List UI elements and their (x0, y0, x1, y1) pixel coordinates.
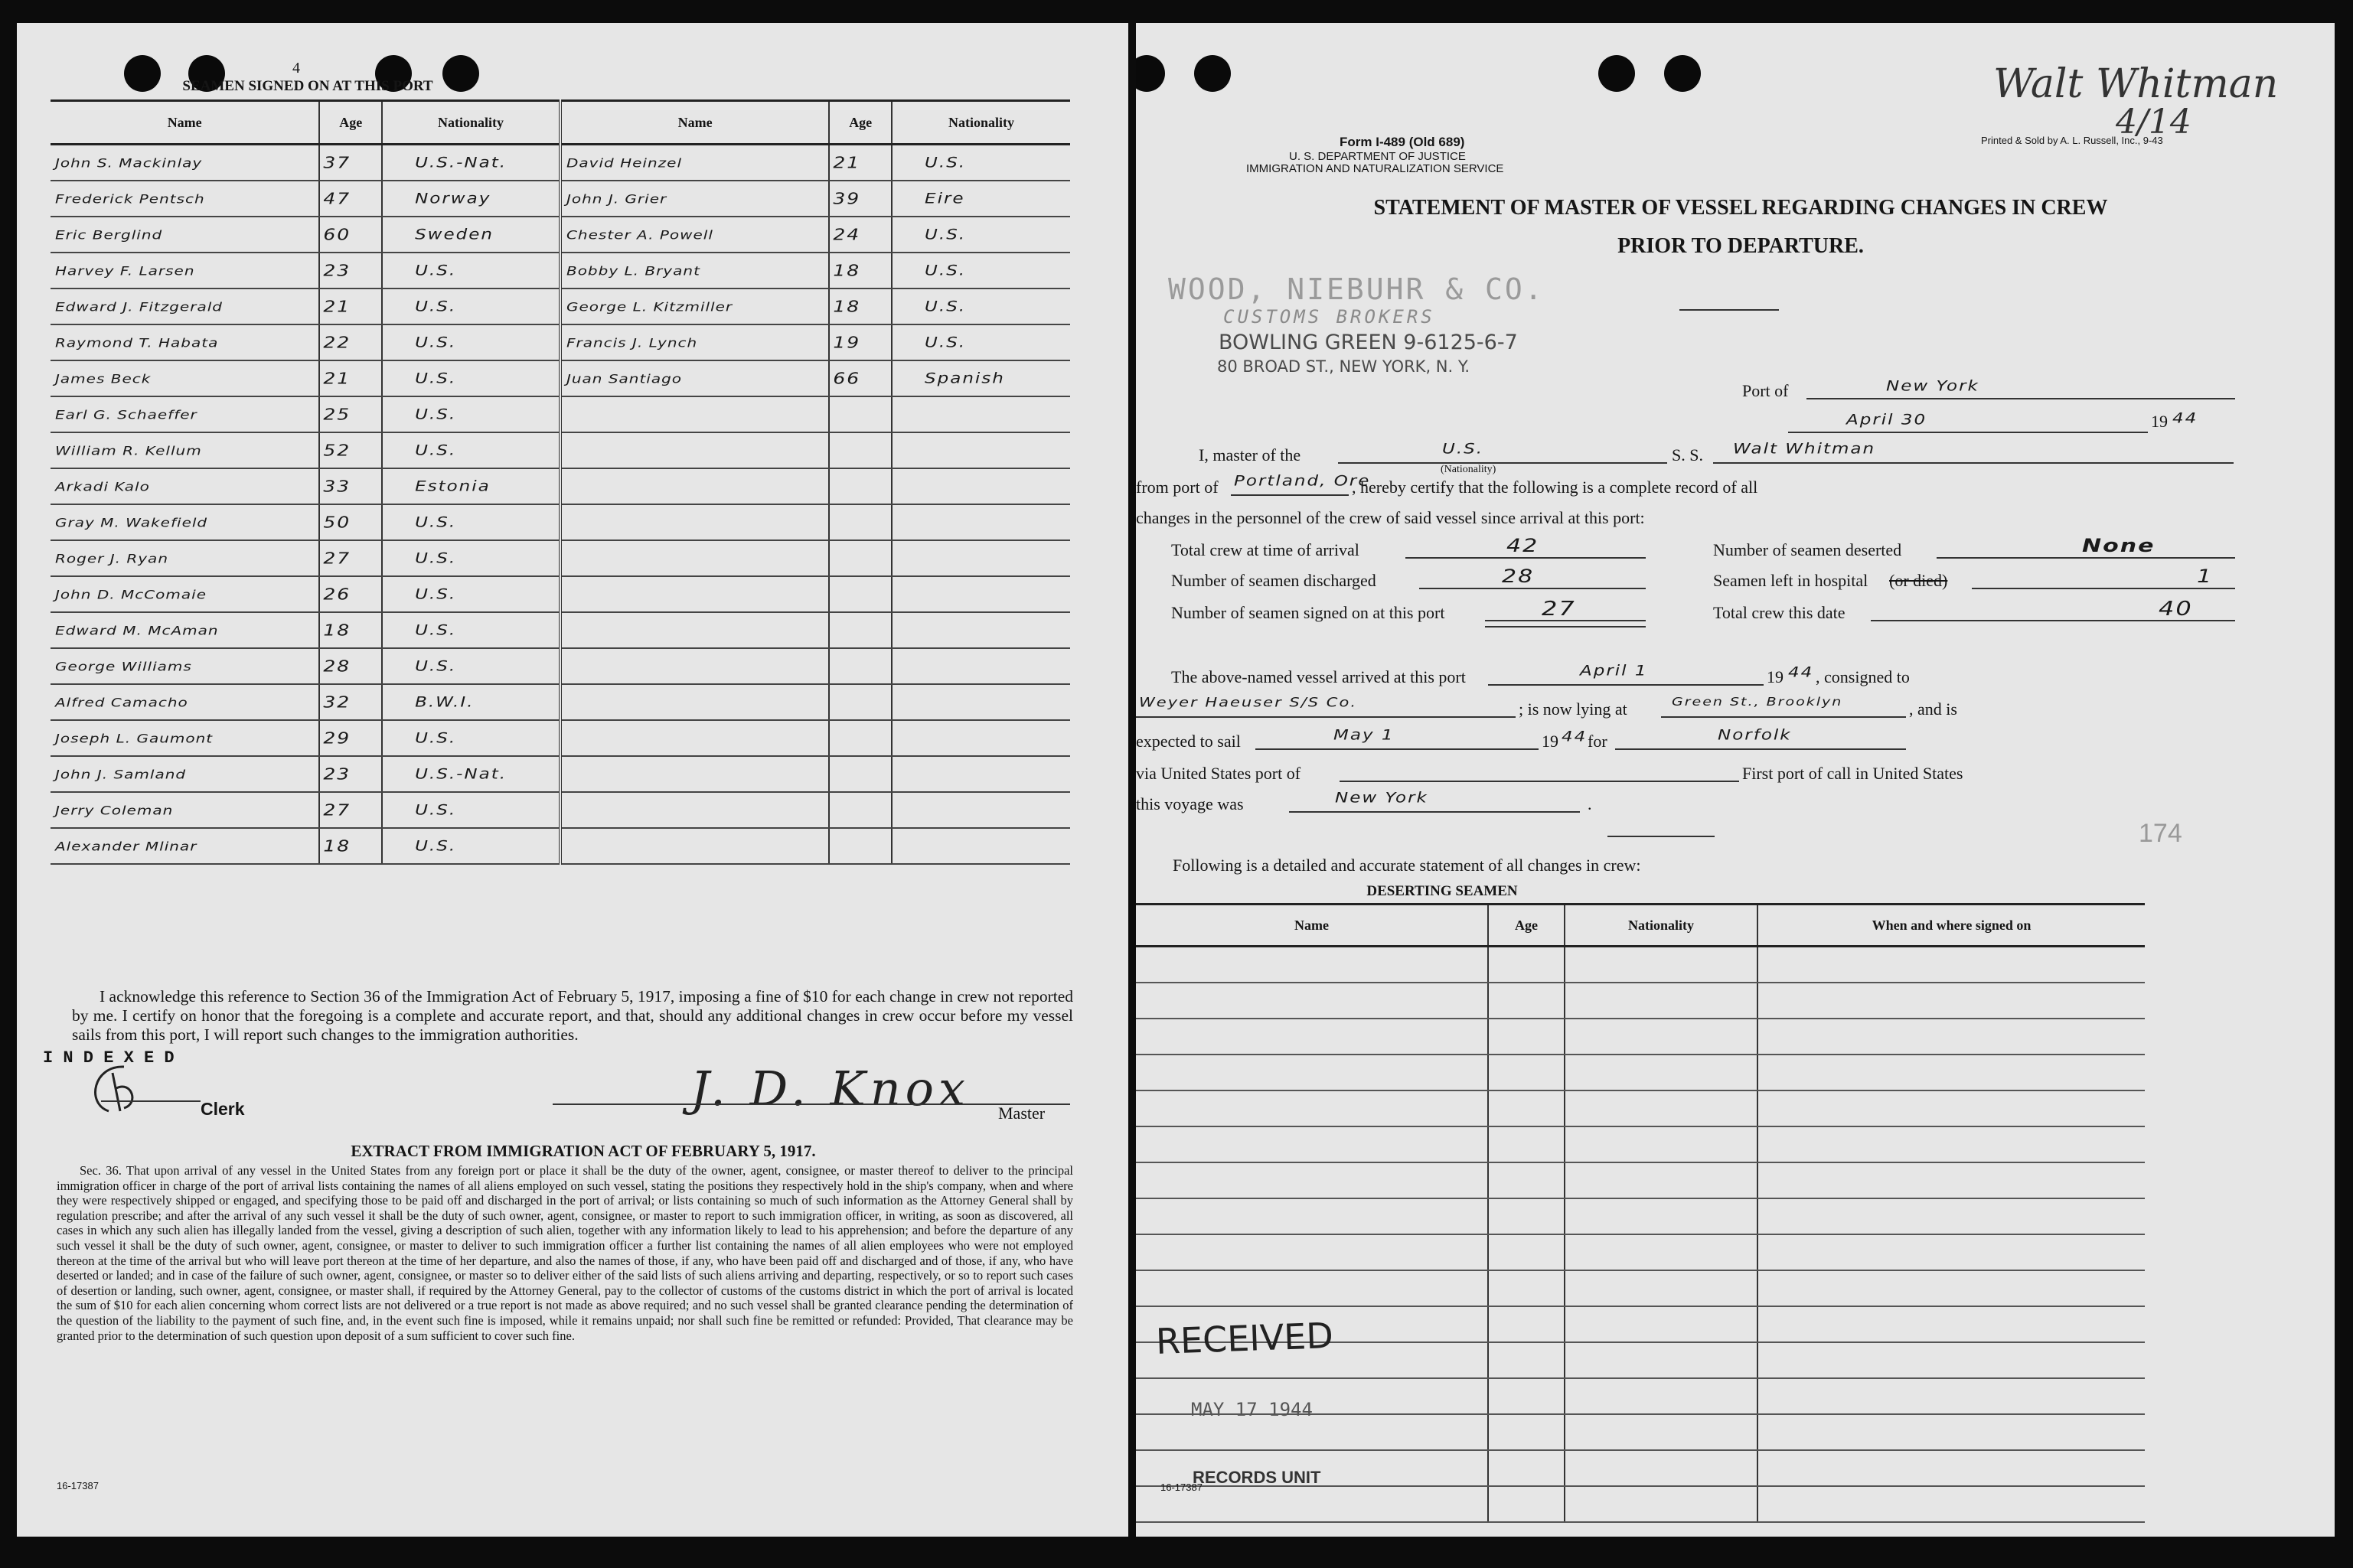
table-row (51, 181, 1070, 217)
dept-name: U. S. DEPARTMENT OF JUSTICE (1289, 150, 1466, 163)
seaman-name: Harvey F. Larsen (55, 262, 195, 279)
seaman-age: 23 (323, 261, 351, 280)
received-stamp: RECEIVED (1155, 1314, 1334, 1363)
table-row (1136, 1270, 2145, 1306)
seaman-name: Joseph L. Gaumont (55, 730, 214, 746)
seaman-name: George L. Kitzmiller (566, 298, 733, 315)
total-today-label: Total crew this date (1713, 603, 1846, 622)
seaman-age: 23 (323, 764, 351, 784)
total-crew-arrival-label: Total crew at time of arrival (1171, 540, 1359, 559)
initials-mark (78, 1058, 147, 1119)
changes-text: changes in the personnel of the crew of said vessel since arrival at this port: (1136, 508, 1645, 527)
seaman-age: 27 (323, 549, 351, 568)
printer-credit: Printed & Sold by A. L. Russell, Inc., 9-43 (1981, 135, 2163, 146)
destination-value: Norfolk (1718, 727, 1792, 744)
table-row (1136, 1198, 2145, 1234)
seaman-nationality: U.S. (415, 586, 457, 602)
seaman-name: John S. Mackinlay (55, 155, 203, 171)
seaman-nationality: Sweden (415, 227, 494, 243)
page-number: 4 (292, 60, 300, 77)
discharged-label: Number of seamen discharged (1171, 571, 1376, 590)
date-value: April 30 (1846, 412, 1927, 429)
table-row (51, 396, 1070, 432)
table-row (51, 360, 1070, 396)
seaman-age: 60 (323, 225, 351, 244)
seaman-nationality: Norway (415, 191, 491, 207)
table-row (51, 792, 1070, 828)
port-value: New York (1886, 378, 1979, 395)
hospital-label: Seamen left in hospital (1713, 571, 1868, 590)
hospital-value: 1 (2197, 566, 2214, 588)
seaman-name: John J. Grier (566, 191, 667, 207)
seaman-name: Gray M. Wakefield (55, 514, 208, 530)
seaman-nationality: U.S. (925, 155, 967, 171)
table-row (51, 828, 1070, 864)
seaman-age: 47 (323, 189, 351, 208)
seaman-name: George Williams (55, 658, 192, 674)
clerk-label: Clerk (201, 1099, 245, 1119)
seaman-name: David Heinzel (566, 155, 683, 171)
seaman-nationality: U.S. (415, 298, 457, 315)
table-row (51, 540, 1070, 576)
year-prefix: 19 (2151, 412, 2168, 431)
seaman-name: Juan Santiago (566, 370, 683, 386)
seaman-nationality: U.S. (415, 550, 457, 566)
port-label: Port of (1742, 381, 1789, 400)
signed-on-label: Number of seamen signed on at this port (1171, 603, 1445, 622)
extract-title: EXTRACT FROM IMMIGRATION ACT OF FEBRUARY 5, 1917. (351, 1142, 816, 1160)
indexed-stamp: I N D E X E D (43, 1048, 175, 1068)
seaman-nationality: Eire (925, 191, 965, 207)
table-row (1136, 983, 2145, 1019)
seaman-age: 29 (323, 729, 351, 748)
seaman-age: 52 (323, 441, 351, 460)
col-name: Name (51, 101, 319, 145)
signed-on-value: 27 (1542, 596, 1576, 621)
col-nationality: Nationality (892, 101, 1070, 145)
broker-name: WOOD, NIEBUHR & CO. (1168, 272, 1545, 306)
discharged-value: 28 (1502, 566, 1535, 588)
table-row (1136, 1019, 2145, 1055)
broker-address: 80 BROAD ST., NEW YORK, N. Y. (1217, 357, 1470, 376)
col-age: Age (1488, 905, 1565, 947)
table-row (51, 648, 1070, 684)
seamen-heading: SEAMEN SIGNED ON AT THIS PORT (182, 78, 433, 94)
seaman-name: William R. Kellum (55, 442, 202, 458)
col-name: Name (560, 101, 829, 145)
master-label: Master (998, 1103, 1046, 1123)
master-signature: J. D. Knox (690, 1061, 970, 1117)
table-row (1136, 1090, 2145, 1126)
seaman-age: 26 (323, 585, 351, 604)
seaman-age: 18 (323, 836, 351, 856)
seaman-age: 18 (833, 261, 861, 280)
broker-phone: BOWLING GREEN 9-6125-6-7 (1219, 331, 1518, 354)
arrived-year-value: 44 (1788, 664, 1814, 681)
table-row (51, 504, 1070, 540)
form-title-2: PRIOR TO DEPARTURE. (1617, 234, 1864, 258)
seaman-name: Chester A. Powell (566, 227, 713, 243)
deserting-table (1136, 903, 2145, 1523)
seaman-age: 27 (323, 800, 351, 820)
and-is-label: , and is (1909, 699, 1957, 719)
table-row (1136, 1055, 2145, 1090)
seaman-age: 21 (323, 369, 351, 388)
table-header-row (1136, 905, 2145, 947)
seaman-nationality: U.S. (415, 406, 457, 422)
seaman-age: 18 (833, 297, 861, 316)
table-row (51, 217, 1070, 253)
table-row (1136, 1486, 2145, 1522)
hospital-struck: (or died) (1889, 571, 1948, 590)
table-row (51, 145, 1070, 181)
seaman-age: 39 (833, 189, 861, 208)
handwritten-number: 4/14 (2116, 103, 2191, 142)
certify-text: , hereby certify that the following is a complete record of all (1352, 478, 1758, 497)
seaman-nationality: U.S. (415, 838, 457, 854)
consignee-value: Weyer Haeuser S/S Co. (1139, 695, 1357, 710)
first-port-label: First port of call in United States (1742, 764, 1963, 783)
seaman-nationality: U.S. (415, 622, 457, 638)
seaman-nationality: U.S. (925, 334, 967, 350)
punch-hole (1136, 55, 1165, 92)
seaman-name: Earl G. Schaeffer (55, 406, 197, 422)
seaman-age: 19 (833, 333, 861, 352)
table-row (1136, 947, 2145, 983)
seaman-nationality: Spanish (925, 370, 1005, 386)
deserting-heading: DESERTING SEAMEN (1366, 883, 1518, 899)
col-age: Age (829, 101, 892, 145)
seaman-nationality: U.S. (415, 802, 457, 818)
broker-type: CUSTOMS BROKERS (1223, 306, 1435, 328)
form-code: 16-17387 (57, 1480, 99, 1491)
seaman-nationality: U.S. (415, 514, 457, 530)
received-date: MAY 17 1944 (1191, 1399, 1313, 1420)
seaman-name: Bobby L. Bryant (566, 262, 700, 279)
seaman-name: John J. Samland (55, 766, 187, 782)
seaman-nationality: U.S.-Nat. (415, 766, 507, 782)
col-nationality: Nationality (382, 101, 560, 145)
seaman-age: 25 (323, 405, 351, 424)
seaman-age: 28 (323, 657, 351, 676)
total-today-value: 40 (2159, 596, 2193, 621)
from-port-value: Portland, Ore (1234, 473, 1371, 490)
first-port-value: New York (1335, 790, 1428, 807)
arrived-year-prefix: 19 (1767, 667, 1784, 686)
seaman-age: 66 (833, 369, 861, 388)
ss-label: S. S. (1672, 445, 1703, 465)
consigned-label: , consigned to (1816, 667, 1910, 686)
deserted-label: Number of seamen deserted (1713, 540, 1902, 559)
seaman-nationality: B.W.I. (415, 694, 475, 710)
seaman-age: 18 (323, 621, 351, 640)
seaman-name: Roger J. Ryan (55, 550, 168, 566)
seaman-name: Frederick Pentsch (55, 191, 205, 207)
arrived-label: The above-named vessel arrived at this port (1171, 667, 1466, 686)
stamp-number: 174 (2139, 819, 2182, 848)
nationality-value: U.S. (1442, 441, 1484, 458)
extract-text: Sec. 36. That upon arrival of any vessel in the United States from any foreign port or place it shall be the duty of the owner, agent, consignee, or master thereof to deliver to the principal immigration officer in charge of the port of arrival lists containing the names of all aliens employed on such vessel, stating the positions they respectively hold in the ship's company, when and where they were respectively shipped or engaged, and specifying those to be paid off and discharged in the port of arrival; or lists containing so much of such information as the Attorney General shall by regulation prescribe; and after the arrival of any such vessel it shall be the duty of such owner, agent, consignee, or master to report to such immigration officer, in writing, as soon as discovered, all cases in which any such alien has illegally landed from the vessel, giving a description of such alien, together with any information likely to lead to his apprehension; and before the departure of any such vessel it shall be the duty of such owner, agent, consignee, or master to deliver to such immigration officer a further list containing the names of all alien employees who were not employed thereon at the time of the arrival but who will leave port thereon at the time of her departure, and also the names of those, if any, who have been paid off and discharged and of those, if any, who have deserted or landed; and in case of the failure of such owner, agent, consignee, or master so to deliver either of the said lists of such aliens arriving and departing, respectively, or so to report such cases of desertion or landing, such owner, agent, consignee, or master shall, if required by the Attorney General, pay to the collector of customs of the customs district in which the port of arrival is located the sum of $10 for each alien concerning whom correct lists are not delivered or a true report is not made as above required; and no such vessel shall be granted clearance pending the determination of the question of the liability to the payment of such fine, and, in the event such fine is imposed, while it remains unpaid; nor shall such fine be remitted or refunded: Provided, That clearance may be granted prior to the determination of such question upon deposit of a sum sufficient to cover such fine. (57, 1163, 1073, 1343)
seaman-nationality: U.S. (925, 298, 967, 315)
for-label: for (1588, 732, 1607, 751)
sail-year-value: 44 (1562, 729, 1588, 745)
punch-hole (1664, 55, 1701, 92)
seaman-name: James Beck (55, 370, 152, 386)
nationality-label: (Nationality) (1441, 464, 1496, 475)
arrived-date-value: April 1 (1580, 663, 1648, 680)
seaman-name: Raymond T. Habata (55, 334, 219, 350)
master-of-label: I, master of the (1199, 445, 1301, 465)
table-row (51, 720, 1070, 756)
seaman-age: 32 (323, 693, 351, 712)
seaman-nationality: Estonia (415, 478, 491, 494)
col-nationality: Nationality (1565, 905, 1757, 947)
table-row (1136, 1162, 2145, 1198)
seaman-name: Francis J. Lynch (566, 334, 698, 350)
table-header-row (51, 101, 1070, 145)
form-code: 16-17387 (1160, 1482, 1203, 1493)
sail-year-prefix: 19 (1542, 732, 1558, 751)
handwritten-ship-name: Walt Whitman (1993, 61, 2279, 107)
col-name: Name (1136, 905, 1488, 947)
from-port-label: from port of (1136, 478, 1219, 497)
table-row (51, 684, 1070, 720)
ship-name-value: Walt Whitman (1733, 441, 1876, 458)
form-title: STATEMENT OF MASTER OF VESSEL REGARDING CHANGES IN CREW (1373, 196, 2108, 220)
seaman-age: 21 (833, 153, 861, 172)
punch-hole (1598, 55, 1635, 92)
lying-label: ; is now lying at (1519, 699, 1627, 719)
deserted-value: None (2082, 535, 2156, 557)
seaman-name: Edward J. Fitzgerald (55, 298, 223, 315)
table-row (51, 612, 1070, 648)
table-row (51, 324, 1070, 360)
seaman-name: Alexander Mlinar (55, 838, 197, 854)
left-page (17, 23, 1128, 1537)
seaman-age: 33 (323, 477, 351, 496)
broker-stamp (1168, 272, 1545, 376)
total-crew-arrival-value: 42 (1506, 535, 1539, 557)
table-row (51, 468, 1070, 504)
seaman-age: 24 (833, 225, 861, 244)
form-number: Form I-489 (Old 689) (1340, 135, 1465, 149)
table-row (51, 253, 1070, 288)
this-voyage-label: this voyage was (1136, 794, 1244, 813)
year-value: 44 (2172, 410, 2198, 427)
service-name: IMMIGRATION AND NATURALIZATION SERVICE (1246, 162, 1504, 175)
punch-hole (1194, 55, 1231, 92)
lying-at-value: Green St., Brooklyn (1672, 695, 1843, 709)
sail-date-value: May 1 (1333, 727, 1395, 744)
seaman-nationality: U.S. (925, 227, 967, 243)
col-when-where: When and where signed on (1757, 905, 2145, 947)
seaman-nationality: U.S. (415, 262, 457, 279)
table-row (51, 576, 1070, 612)
via-label: via United States port of (1136, 764, 1301, 783)
seaman-name: John D. McComaie (55, 586, 207, 602)
seaman-age: 50 (323, 513, 351, 532)
records-unit-stamp: RECORDS UNIT (1193, 1468, 1321, 1487)
seaman-name: Alfred Camacho (55, 694, 188, 710)
seaman-age: 22 (323, 333, 351, 352)
seaman-nationality: U.S. (415, 334, 457, 350)
seaman-nationality: U.S.-Nat. (415, 155, 507, 171)
table-row (1136, 1234, 2145, 1270)
seaman-name: Jerry Coleman (55, 802, 174, 818)
seaman-nationality: U.S. (415, 730, 457, 746)
expected-label: expected to sail (1136, 732, 1241, 751)
seaman-nationality: U.S. (415, 370, 457, 386)
seaman-name: Edward M. McAman (55, 622, 219, 638)
seaman-age: 37 (323, 153, 351, 172)
table-row (51, 288, 1070, 324)
table-row (51, 756, 1070, 792)
seaman-name: Eric Berglind (55, 227, 163, 243)
right-page: Form I-489 (Old 689) U. S. DEPARTMENT OF JUSTICE IMMIGRATION AND NATURALIZATION SERVICE Printed & Sold by A. L. Russell, Inc., 9-43 Walt Whitman 4/14 STATEMENT OF MASTER OF VESSEL REGARDING CHANGES IN CREW PRIOR TO DEPARTURE. WOOD, NIEBUHR & CO. CUSTOMS BROKERS BOWLING GREEN 9-6125-6-7 80 BROAD ST., NEW YORK, N. Y. Port of New York April 30 19 44 I, master of the U.S. (Nationality) S. S. Walt Whitman from port of Portland, Ore , hereby certify that the following is a complete record of all changes in the personnel of the crew of said vessel since arrival at this port: Total crew at time of arrival 42 Number of seamen deserted None Number of seamen discharged 28 Seamen left in hospital (or died) 1 Number of seamen signed on at this port 27 Total crew this date 40 The above-named vessel arrived at this port April 1 19 44 , consigned to Weyer Haeuser S/S Co. ; is now lying at Green St., Brooklyn , and is expected to sail May 1 19 44 for Norfolk via United States port of First port of call in United States this voyage was New York . 174 Following is a detailed and accurate statement of all changes in crew: DESERTING SEAMEN Name Age Nationality When and where signed on RECEIVED MAY 17 1944 16-17387 RECORDS UNIT (1136, 23, 2335, 1537)
seaman-nationality: U.S. (925, 262, 967, 279)
seaman-name: Arkadi Kalo (55, 478, 150, 494)
col-age: Age (319, 101, 382, 145)
acknowledgment-text: I acknowledge this reference to Section 36 of the Immigration Act of February 5, 1917, imposing a fine of $10 for each change in crew not reported by me. I certify on honor that the foregoing is a complete and accurate report, and that, should any additional changes in crew occur before my vessel sails from this port, I will report such changes to the immigration authorities. (72, 987, 1073, 1044)
seamen-table (51, 99, 1070, 865)
seaman-nationality: U.S. (415, 658, 457, 674)
table-row (1136, 1126, 2145, 1162)
table-row (51, 432, 1070, 468)
seaman-age: 21 (323, 297, 351, 316)
seaman-nationality: U.S. (415, 442, 457, 458)
following-text: Following is a detailed and accurate statement of all changes in crew: (1173, 856, 1641, 875)
